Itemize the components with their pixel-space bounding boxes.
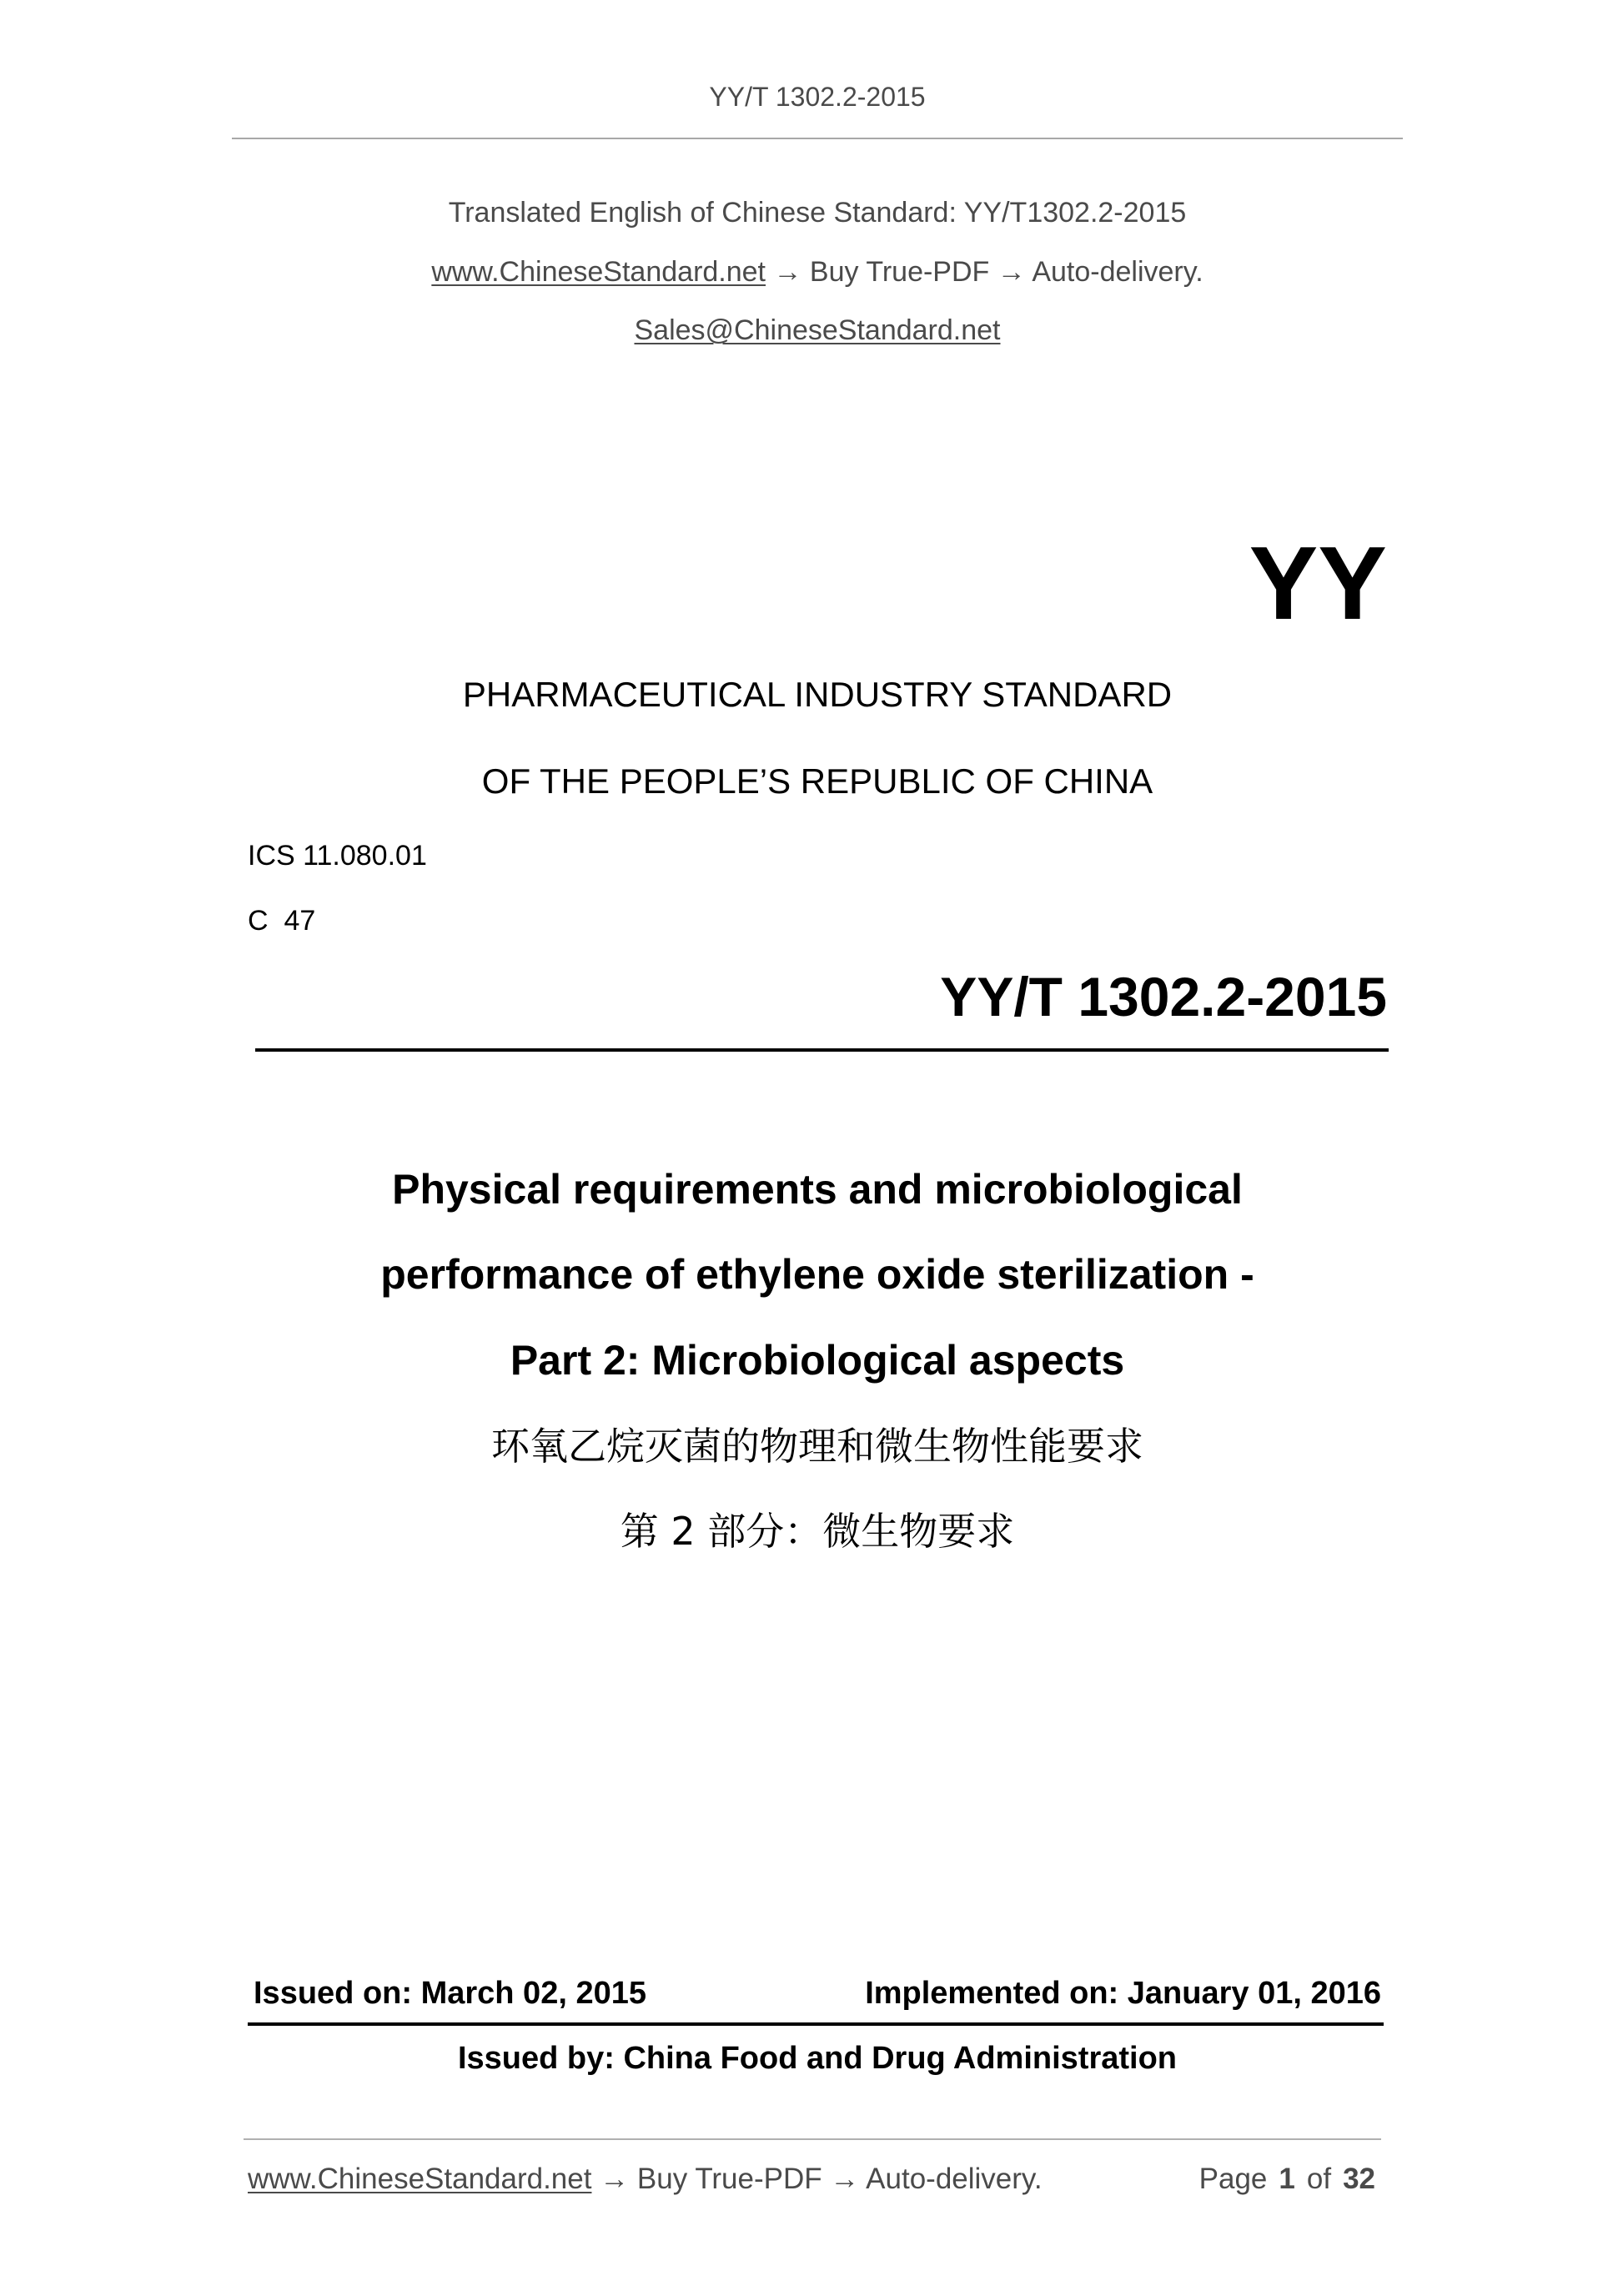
footer-divider	[244, 2138, 1381, 2140]
purchase-text: → Buy True-PDF → Auto-delivery.	[766, 256, 1203, 288]
page-indicator	[1199, 2161, 1375, 2198]
authority-line-2: OF THE PEOPLE’S REPUBLIC OF CHINA	[481, 761, 1153, 801]
footer-website-link[interactable]: www.ChineseStandard.net	[248, 2163, 592, 2195]
page-total: 32	[1343, 2163, 1375, 2195]
ccs-code: C 47	[248, 905, 316, 937]
standard-number: YY/T 1302.2-2015	[940, 966, 1387, 1027]
running-header-code: YY/T 1302.2-2015	[709, 82, 926, 112]
chinese-title-line: 环氧乙烷灭菌的物理和微生物性能要求	[491, 1424, 1143, 1469]
issue-divider	[248, 2022, 1384, 2026]
chinese-title-line: 第 2 部分：微生物要求	[620, 1509, 1015, 1554]
standard-number-divider	[255, 1048, 1389, 1052]
page-current: 1	[1279, 2163, 1295, 2195]
authority-line-1: PHARMACEUTICAL INDUSTRY STANDARD	[462, 675, 1173, 714]
english-title-line: Part 2: Microbiological aspects	[510, 1337, 1125, 1384]
purchase-line	[232, 254, 1403, 289]
standard-category-mark: YY	[1249, 526, 1387, 641]
english-title-line: performance of ethylene oxide sterilization -	[380, 1251, 1254, 1298]
ics-code: ICS 11.080.01	[248, 840, 427, 872]
footer-purchase-line	[248, 2161, 1043, 2198]
implementation-date: Implemented on: January 01, 2016	[865, 1976, 1381, 2011]
header-divider	[232, 138, 1403, 139]
issuing-authority: Issued by: China Food and Drug Administration	[457, 2041, 1178, 2076]
issue-date: Issued on: March 02, 2015	[254, 1976, 646, 2011]
english-title-line: Physical requirements and microbiological	[392, 1166, 1243, 1213]
page-label: Page	[1198, 2163, 1268, 2195]
footer-purchase-text: → Buy True-PDF → Auto-delivery.	[591, 2163, 1043, 2195]
page-of-label: of	[1306, 2163, 1332, 2195]
translation-notice: Translated English of Chinese Standard: YY/T1302.2-2015	[448, 197, 1187, 229]
website-link[interactable]: www.ChineseStandard.net	[431, 256, 766, 288]
sales-email-link[interactable]: Sales@ChineseStandard.net	[634, 314, 1001, 346]
email-line	[232, 313, 1403, 348]
